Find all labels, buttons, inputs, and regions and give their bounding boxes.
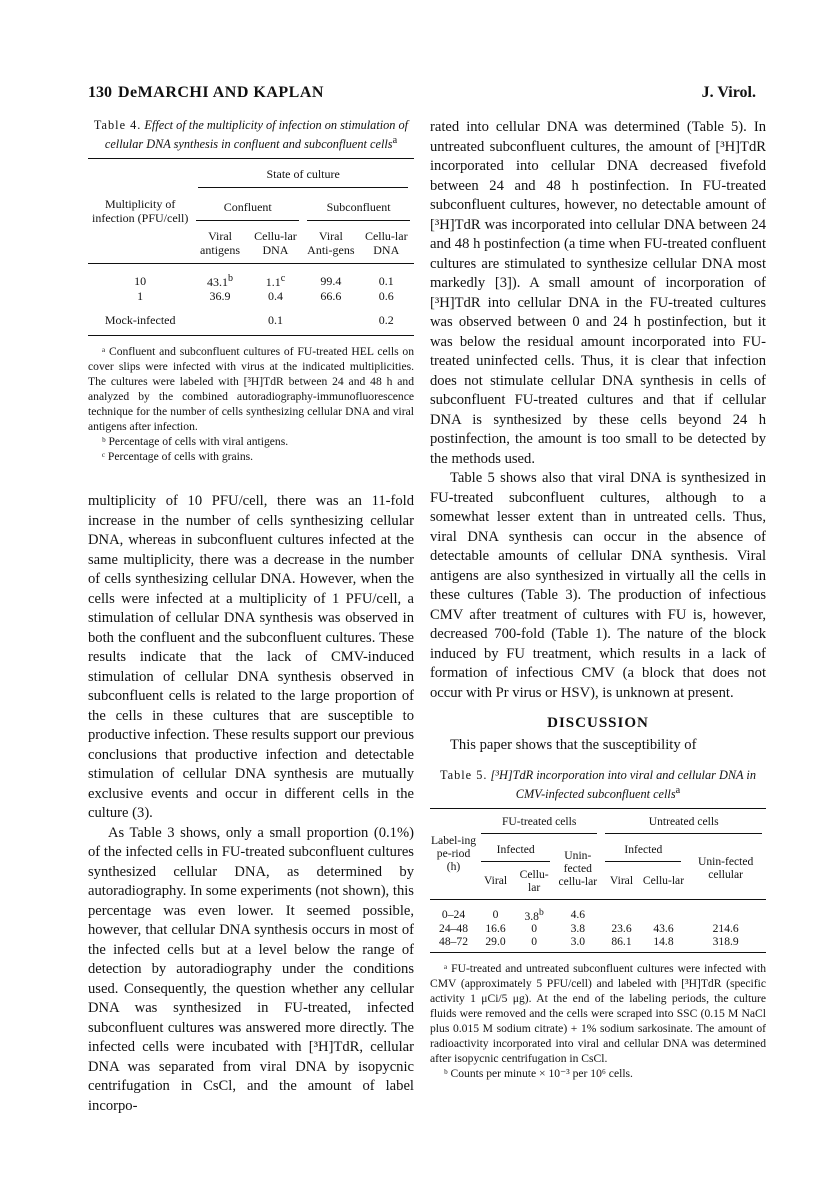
table5-cell: 214.6: [712, 922, 739, 936]
table5-cell: 3.8: [524, 909, 539, 923]
section-heading-discussion: DISCUSSION: [547, 715, 649, 731]
table4-cell: 43.1: [207, 275, 229, 290]
table4-caption: [88, 118, 414, 152]
paragraph: rated into cellular DNA was determined (Table 5). In untreated subconfluent cultures, the amount of [³H]TdR incorporated into cellular DNA decreased fivefold between 24 and 48 h postinfection. In FU-treated subconfluent cultures, however, no detectable amount of [³H]TdR was incorporated into cellular DNA between 24 and 48 h postinfection (a time when FU-treated confluent cultures are stimulated to synthesize cellular DNA most markedly [3]). A small amount of incorporation of [³H]TdR into cellular DNA in the FU-treated cultures was observed between 0 and 24 h postinfection, but it was below the residual amount incorporated into FU-treated uninfected cells. Thus, it is clear that infection does not stimulate cellular DNA synthesis in cells of subconfluent FU-treated cultures and that if cellular DNA is synthesized by these cells beyond 24 h postinfection, the amount is too small to be detected by the methods used.: [430, 119, 766, 467]
discussion-text-wrap: [430, 736, 766, 756]
table5-cell: 29.0: [485, 935, 506, 949]
table5-col-untreated: Untreated cells: [648, 814, 719, 828]
table5-footnote-b: ᵇ Counts per minute × 10⁻³ per 10⁶ cells.: [444, 1067, 633, 1081]
page-number: 130: [88, 84, 112, 101]
journal-name: J. Virol.: [701, 84, 756, 101]
table4-title: Effect of the multiplicity of infection on stimulation of cellular DNA synthesis in confluent and subconfluent cells: [104, 118, 409, 152]
table5-cell: 3.0: [570, 935, 586, 949]
table5-caption: [430, 768, 766, 802]
table4-footnote-c: ᶜ Percentage of cells with grains.: [102, 450, 254, 464]
table4-footnote-marker: c: [280, 273, 286, 285]
table5-title-marker: a: [675, 784, 681, 796]
table4-col-subconfluent: Subconfluent: [326, 200, 391, 215]
table4-cell: 0.1: [378, 273, 394, 288]
table4-footnotes: [88, 344, 414, 464]
table5-col-cellular-untreated: Cellu-lar: [642, 874, 685, 888]
table4-cell: [192, 313, 247, 336]
table4-cell: 66.6: [320, 289, 342, 304]
table5-cell: [601, 906, 641, 923]
table4-row: [88, 272, 414, 289]
table4-footnote-a: ᵃ Confluent and subconfluent cultures of FU-treated HEL cells on cover slips were infected with virus at the indicated multiplicities. The cultures were labeled with [³H]TdR between 24 and 48 h and analyzed by the combined autoradiography-immunofluorescence technique for the number of cells synthesizing cellular DNA and viral antigens after infection.: [88, 345, 414, 434]
table5-col-viral: Viral: [483, 874, 508, 888]
table5-col-uninfected-fu: Unin-fected cellu-lar: [558, 848, 598, 888]
table5-cell-period: 24–48: [439, 922, 468, 936]
paragraph: This paper shows that the susceptibility of: [450, 737, 697, 753]
table5-row: [430, 935, 766, 953]
table4-cell-moi: 10: [134, 273, 147, 288]
paragraph: As Table 3 shows, only a small proportion (0.1%) of the infected cells in FU-treated subconfluent cultures synthesized cellular DNA, as determined by autoradiography. In some experiments (not shown), this percentage was even lower. It seemed possible, however, that cellular DNA synthesis occurs in most of the infected cells but at a level below the range of detection by autoradiography under the conditions used. Consequently, the question whether any cellular DNA was synthesized in FU-treated, infected subconfluent cultures was answered more directly. The infected cells were incubated with [³H]TdR, cellular DNA was separated from viral DNA by isopycnic centrifugation in CsCl, and the amount of label incorpo-: [88, 824, 414, 1114]
table5-cell-period: 0–24: [441, 907, 466, 921]
table4-title-marker: a: [392, 135, 398, 146]
table5-row: [430, 922, 766, 935]
table4-cell: [303, 313, 358, 336]
table5-cell: 0: [531, 922, 538, 936]
table4-col-cellular-dna: Cellu-lar DNA: [254, 229, 297, 258]
table5-footnote-marker: b: [538, 906, 544, 918]
paragraph: Table 5 shows also that viral DNA is synthesized in FU-treated subconfluent cultures, although to a somewhat lesser extent than in untreated cells. Thus, viral DNA synthesis can occur in the absence of detectable amounts of cellular DNA synthesis. Viral antigens are also synthesized in virtually all the cells in these cultures (Table 3). The production of infectious CMV after treatment of cultures with FU is, however, decreased 700-fold (Table 1). The nature of the block induced by FU treatment, which results in a lack of formation of infectious CMV (a block that does not occur with Pr virus or HSV), is unknown at present.: [430, 470, 766, 701]
table4-label: Table 4.: [93, 118, 142, 132]
table4-col-group: State of culture: [266, 167, 340, 182]
table5-cell: 0: [492, 907, 499, 921]
table4-cell: 0.1: [267, 313, 283, 328]
table4-cell: 99.4: [320, 273, 342, 288]
table5-cell: 4.6: [570, 907, 586, 921]
table5-col-infected-untreated: Infected: [624, 842, 663, 856]
table5-cell: [685, 906, 766, 923]
table4-cell: 0.2: [378, 313, 394, 328]
table5-footnote-a: ᵃ FU-treated and untreated subconfluent cultures were infected with CMV (approximately 5 PFU/cell) and labeled with [³H]TdR (specific activity 1 μCi/5 μg). At the end of the labeling periods, the culture fluids were removed and the cells were scraped into SSC (0.15 M NaCl plus 0.015 M sodium citrate) + 1% sodium sarkosinate. The amount of radioactivity incorporated into viral and cellular DNA was determined after isopycnic centrifugation in CsCl.: [430, 962, 766, 1066]
table4-col-cellular-dna-sub: Cellu-lar DNA: [364, 229, 408, 258]
table4-cell: 0.6: [378, 289, 394, 304]
left-column: [88, 118, 414, 1116]
table5-cell: 43.6: [653, 922, 674, 936]
table4-footnote-b: ᵇ Percentage of cells with viral antigens.: [102, 435, 289, 449]
table5: [430, 808, 766, 958]
table4-row: [88, 313, 414, 336]
table4-col-viral-antigens: Viral antigens: [200, 229, 241, 258]
table5-col-viral-untreated: Viral: [609, 874, 634, 888]
table4-row: [88, 289, 414, 303]
table5-col-fu-treated: FU-treated cells: [501, 814, 577, 828]
table4-footnote-marker: b: [228, 273, 234, 285]
left-body-text: [88, 492, 414, 1116]
table5-cell: [642, 906, 686, 923]
table4-cell: 36.9: [209, 289, 231, 304]
table5-footnotes: [430, 961, 766, 1081]
table4-cell-moi: Mock-infected: [104, 313, 176, 328]
table4-col-confluent: Confluent: [223, 200, 272, 215]
table5-row: [430, 906, 766, 923]
table5-cell: 86.1: [611, 935, 632, 949]
table5-cell: 23.6: [611, 922, 632, 936]
table4-cell: 1.1: [265, 275, 281, 290]
right-body-text: [430, 118, 766, 703]
table4-col-stub: Multiplicity of infection (PFU/cell): [92, 197, 189, 226]
table5-cell: 0: [531, 935, 538, 949]
table5-cell: 3.8: [570, 922, 586, 936]
table4-col-viral-antigens-sub: Viral Anti-gens: [307, 229, 355, 258]
paragraph: multiplicity of 10 PFU/cell, there was an 11-fold increase in the number of cells synthesizing cellular DNA, whereas in subconfluent cultures infected at the same multiplicity, there was a decrease in the number of cells synthesizing cellular DNA. However, when the cells were infected at a multiplicity of 1 PFU/cell, a stimulation of cellular DNA synthesis was observed in both the confluent and the subconfluent cultures. These results indicate that the lack of CMV-induced stimulation of cellular DNA synthesis observed in subconfluent cells is related to the large proportion of the cells in these cultures that are susceptible to productive infection. These results support our previous conclusions that productive infection and detectable stimulation of cellular DNA synthesis are mutually exclusive events and occur in different cells in the culture (3).: [88, 493, 414, 822]
table4: [88, 158, 414, 340]
table5-cell: 16.6: [485, 922, 506, 936]
table5-cell-period: 48–72: [439, 935, 468, 949]
table5-col-cellular: Cellu-lar: [519, 867, 549, 894]
right-column: [430, 118, 766, 1081]
table4-cell-moi: 1: [137, 289, 144, 304]
table5-col-uninfected-untreated: Unin-fected cellular: [697, 855, 754, 882]
table5-cell: 14.8: [653, 935, 674, 949]
table5-cell: 318.9: [712, 935, 739, 949]
table5-col-infected: Infected: [496, 842, 535, 856]
table5-title: [³H]TdR incorporation into viral and cellular DNA in CMV-infected subconfluent cells: [490, 767, 756, 801]
table5-label: Table 5.: [440, 767, 488, 782]
table4-cell: 0.4: [267, 289, 283, 304]
table5-col-stub: Label-ing pe-riod (h): [430, 834, 477, 874]
running-head-authors: DeMARCHI AND KAPLAN: [118, 84, 324, 101]
